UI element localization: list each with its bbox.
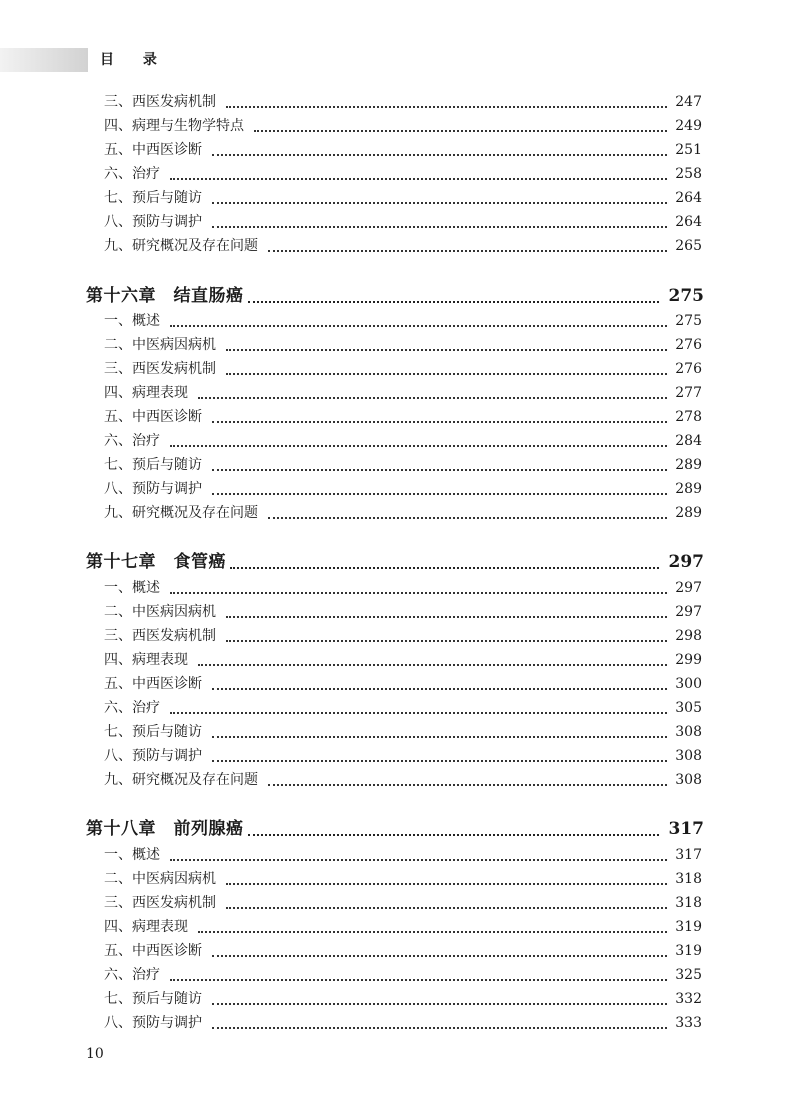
dot-leader <box>212 955 667 957</box>
toc-section-row[interactable] <box>0 745 800 767</box>
toc-section-label: 一、概述 <box>104 847 160 863</box>
toc-section-label: 四、病理与生物学特点 <box>104 118 244 134</box>
toc-page-number: 308 <box>675 724 702 740</box>
toc-chapter-title: 第十七章 食管癌 <box>86 552 226 572</box>
dot-leader <box>170 859 667 861</box>
toc-section-label: 七、预后与随访 <box>104 457 202 473</box>
toc-section-row[interactable] <box>0 382 800 404</box>
toc-section-label: 八、预防与调护 <box>104 748 202 764</box>
toc-section-row[interactable] <box>0 406 800 428</box>
dot-leader <box>212 493 667 495</box>
dot-leader <box>248 834 659 836</box>
toc-section-label: 四、病理表现 <box>104 385 188 401</box>
toc-section-row[interactable] <box>0 139 800 161</box>
toc-page-number: 284 <box>675 433 702 449</box>
toc-section-label: 九、研究概况及存在问题 <box>104 505 258 521</box>
toc-section-row[interactable] <box>0 502 800 524</box>
toc-section-label: 九、研究概况及存在问题 <box>104 238 258 254</box>
toc-page-number: 247 <box>675 94 702 110</box>
toc-section-label: 七、预后与随访 <box>104 724 202 740</box>
toc-section-row[interactable] <box>0 235 800 257</box>
toc-section-label: 八、预防与调护 <box>104 481 202 497</box>
toc-page-number: 325 <box>675 967 702 983</box>
dot-leader <box>226 883 667 885</box>
dot-leader <box>226 616 667 618</box>
toc-section-row[interactable] <box>0 916 800 938</box>
toc-section-label: 五、中西医诊断 <box>104 409 202 425</box>
dot-leader <box>212 688 667 690</box>
toc-section-row[interactable] <box>0 310 800 332</box>
toc-section-label: 五、中西医诊断 <box>104 943 202 959</box>
dot-leader <box>170 178 667 180</box>
toc-page-number: 278 <box>675 409 702 425</box>
dot-leader <box>226 373 667 375</box>
toc-chapter-row[interactable] <box>0 548 800 576</box>
toc-page-number: 264 <box>675 190 702 206</box>
toc-section-row[interactable] <box>0 673 800 695</box>
dot-leader <box>226 349 667 351</box>
page-number: 10 <box>86 1046 104 1062</box>
toc-page-number: 265 <box>675 238 702 254</box>
dot-leader <box>248 301 659 303</box>
toc-section-row[interactable] <box>0 1012 800 1034</box>
toc-section-label: 三、西医发病机制 <box>104 94 216 110</box>
toc-page-number: 318 <box>675 895 702 911</box>
toc-section-label: 六、治疗 <box>104 967 160 983</box>
toc-section-row[interactable] <box>0 91 800 113</box>
toc-page-number: 297 <box>675 604 702 620</box>
toc-page-number: 251 <box>675 142 702 158</box>
toc-section-label: 三、西医发病机制 <box>104 361 216 377</box>
toc-section-row[interactable] <box>0 844 800 866</box>
toc-section-row[interactable] <box>0 964 800 986</box>
toc-page-number: 289 <box>675 457 702 473</box>
toc-section-label: 一、概述 <box>104 313 160 329</box>
dot-leader <box>226 106 667 108</box>
dot-leader <box>254 130 667 132</box>
dot-leader <box>230 567 659 569</box>
toc-page-number: 317 <box>675 847 702 863</box>
toc-page-number: 249 <box>675 118 702 134</box>
toc-section-label: 八、预防与调护 <box>104 214 202 230</box>
toc-section-label: 七、预后与随访 <box>104 190 202 206</box>
toc-section-label: 五、中西医诊断 <box>104 676 202 692</box>
dot-leader <box>170 325 667 327</box>
dot-leader <box>212 1027 667 1029</box>
dot-leader <box>226 640 667 642</box>
toc-section-row[interactable] <box>0 577 800 599</box>
toc-section-label: 三、西医发病机制 <box>104 628 216 644</box>
toc-page-number: 308 <box>675 748 702 764</box>
dot-leader <box>198 931 667 933</box>
toc-section-row[interactable] <box>0 892 800 914</box>
toc-section-row[interactable] <box>0 358 800 380</box>
toc-chapter-page-number: 297 <box>668 552 704 572</box>
toc-chapter-page-number: 275 <box>668 286 704 306</box>
toc-section-label: 四、病理表现 <box>104 919 188 935</box>
toc-section-row[interactable] <box>0 988 800 1010</box>
toc-page-number: 276 <box>675 361 702 377</box>
toc-section-label: 二、中医病因病机 <box>104 337 216 353</box>
toc-page-number: 277 <box>675 385 702 401</box>
toc-page-number: 299 <box>675 652 702 668</box>
dot-leader <box>212 1003 667 1005</box>
toc-page-number: 333 <box>675 1015 702 1031</box>
toc-section-label: 三、西医发病机制 <box>104 895 216 911</box>
toc-section-label: 五、中西医诊断 <box>104 142 202 158</box>
toc-page-number: 297 <box>675 580 702 596</box>
dot-leader <box>212 469 667 471</box>
toc-section-row[interactable] <box>0 625 800 647</box>
dot-leader <box>226 907 667 909</box>
dot-leader <box>212 736 667 738</box>
page-header-title: 目 录 <box>100 52 169 68</box>
toc-page-number: 258 <box>675 166 702 182</box>
dot-leader <box>268 784 667 786</box>
dot-leader <box>212 226 667 228</box>
toc-chapter-title: 第十六章 结直肠癌 <box>86 286 244 306</box>
toc-section-label: 九、研究概况及存在问题 <box>104 772 258 788</box>
toc-section-row[interactable] <box>0 454 800 476</box>
toc-section-row[interactable] <box>0 115 800 137</box>
toc-section-row[interactable] <box>0 940 800 962</box>
toc-chapter-page-number: 317 <box>668 819 704 839</box>
toc-section-row[interactable] <box>0 601 800 623</box>
dot-leader <box>198 664 667 666</box>
toc-chapter-row[interactable] <box>0 282 800 310</box>
toc-section-row[interactable] <box>0 721 800 743</box>
toc-page-number: 264 <box>675 214 702 230</box>
dot-leader <box>170 712 667 714</box>
header-band <box>0 48 88 72</box>
toc-section-row[interactable] <box>0 478 800 500</box>
toc-chapter-title: 第十八章 前列腺癌 <box>86 819 244 839</box>
toc-page-number: 319 <box>675 943 702 959</box>
dot-leader <box>212 154 667 156</box>
toc-page-number: 289 <box>675 481 702 497</box>
dot-leader <box>170 979 667 981</box>
toc-section-row[interactable] <box>0 868 800 890</box>
toc-section-label: 二、中医病因病机 <box>104 604 216 620</box>
toc-page-number: 298 <box>675 628 702 644</box>
toc-section-label: 一、概述 <box>104 580 160 596</box>
toc-section-label: 六、治疗 <box>104 433 160 449</box>
toc-section-label: 二、中医病因病机 <box>104 871 216 887</box>
dot-leader <box>268 250 667 252</box>
toc-page-number: 300 <box>675 676 702 692</box>
toc-page-number: 289 <box>675 505 702 521</box>
toc-section-label: 四、病理表现 <box>104 652 188 668</box>
dot-leader <box>212 421 667 423</box>
toc-page-number: 276 <box>675 337 702 353</box>
toc-section-row[interactable] <box>0 430 800 452</box>
toc-page-number: 305 <box>675 700 702 716</box>
toc-section-label: 六、治疗 <box>104 166 160 182</box>
toc-section-label: 七、预后与随访 <box>104 991 202 1007</box>
toc-page-number: 319 <box>675 919 702 935</box>
dot-leader <box>212 760 667 762</box>
toc-page-number: 275 <box>675 313 702 329</box>
toc-page-number: 318 <box>675 871 702 887</box>
toc-page-number: 332 <box>675 991 702 1007</box>
toc-chapter-row[interactable] <box>0 815 800 843</box>
toc-section-row[interactable] <box>0 697 800 719</box>
toc-section-row[interactable] <box>0 334 800 356</box>
toc-section-row[interactable] <box>0 769 800 791</box>
dot-leader <box>268 517 667 519</box>
toc-section-row[interactable] <box>0 187 800 209</box>
toc-page-number: 308 <box>675 772 702 788</box>
dot-leader <box>170 445 667 447</box>
dot-leader <box>212 202 667 204</box>
toc-section-label: 六、治疗 <box>104 700 160 716</box>
dot-leader <box>170 592 667 594</box>
toc-section-label: 八、预防与调护 <box>104 1015 202 1031</box>
toc-section-row[interactable] <box>0 211 800 233</box>
toc-section-row[interactable] <box>0 163 800 185</box>
dot-leader <box>198 397 667 399</box>
toc-section-row[interactable] <box>0 649 800 671</box>
